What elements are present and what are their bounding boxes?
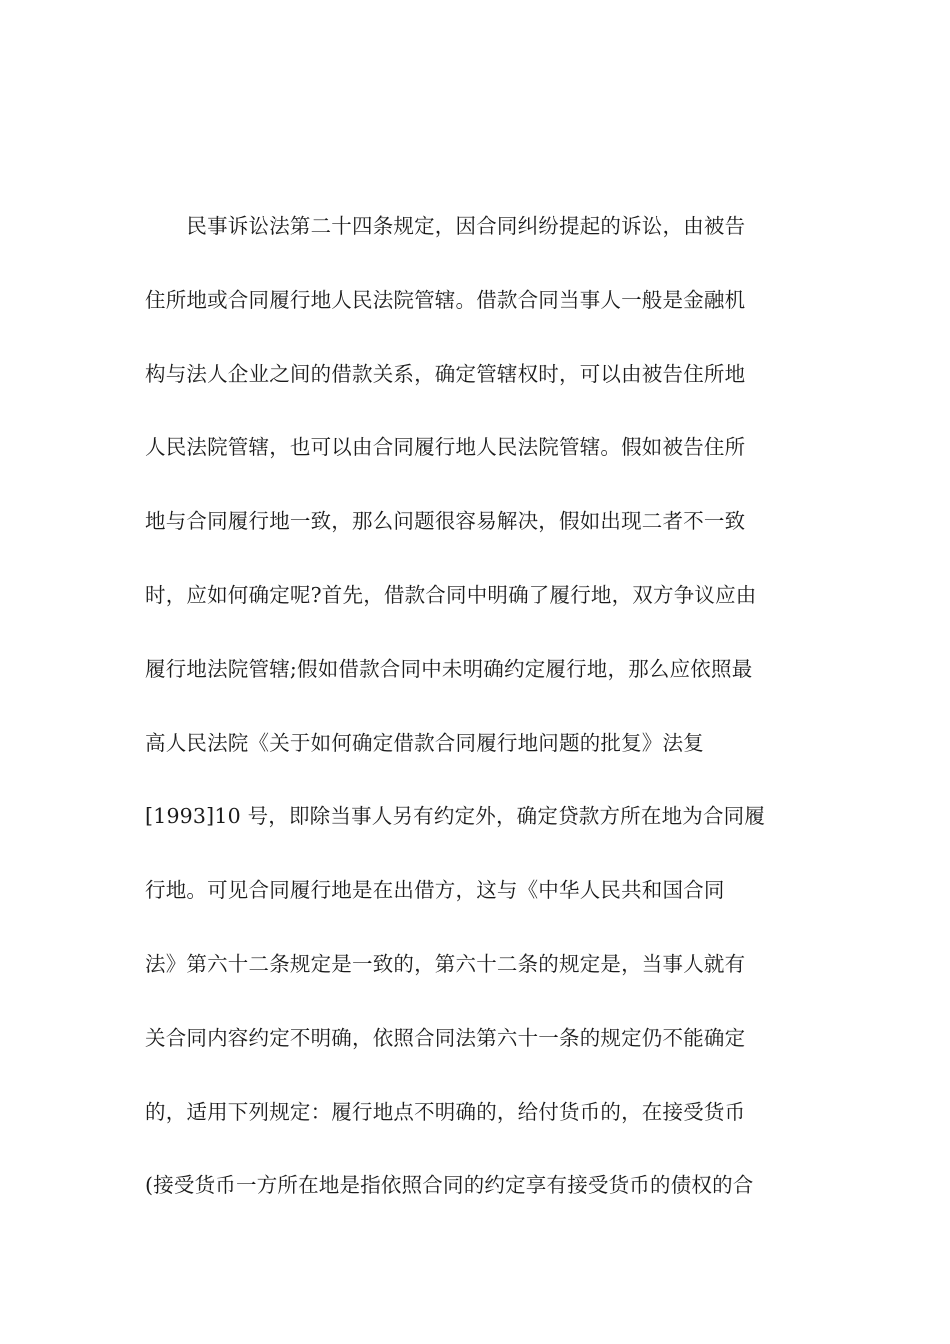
text-line-4: 人民法院管辖，也可以由合同履行地人民法院管辖。假如被告住所 bbox=[145, 435, 746, 460]
text-line-1: 民事诉讼法第二十四条规定，因合同纠纷提起的诉讼，由被告 bbox=[145, 214, 746, 238]
text-line-11: 法》第六十二条规定是一致的，第六十二条的规定是，当事人就有 bbox=[145, 951, 746, 976]
text-line-5: 地与合同履行地一致，那么问题很容易解决，假如出现二者不一致 bbox=[145, 509, 746, 534]
text-line-14: (接受货币一方所在地是指依照合同的约定享有接受货币的债权的合 bbox=[145, 1173, 754, 1198]
text-line-13: 的，适用下列规定：履行地点不明确的，给付货币的，在接受货币 bbox=[145, 1099, 746, 1124]
text-line-9: [1993]10 号，即除当事人另有约定外，确定贷款方所在地为合同履 bbox=[145, 804, 766, 829]
body-paragraph bbox=[145, 203, 825, 1236]
text-line-3: 构与法人企业之间的借款关系，确定管辖权时，可以由被告住所地 bbox=[145, 361, 746, 386]
text-line-6: 时，应如何确定呢?首先，借款合同中明确了履行地，双方争议应由 bbox=[145, 582, 757, 607]
text-line-10: 行地。可见合同履行地是在出借方，这与《中华人民共和国合同 bbox=[145, 878, 725, 903]
text-line-7: 履行地法院管辖;假如借款合同中未明确约定履行地，那么应依照最 bbox=[145, 656, 753, 681]
text-line-12: 关合同内容约定不明确，依照合同法第六十一条的规定仍不能确定 bbox=[145, 1025, 746, 1050]
text-line-2: 住所地或合同履行地人民法院管辖。借款合同当事人一般是金融机 bbox=[145, 287, 746, 312]
text-line-8: 高人民法院《关于如何确定借款合同履行地问题的批复》法复 bbox=[145, 730, 704, 755]
